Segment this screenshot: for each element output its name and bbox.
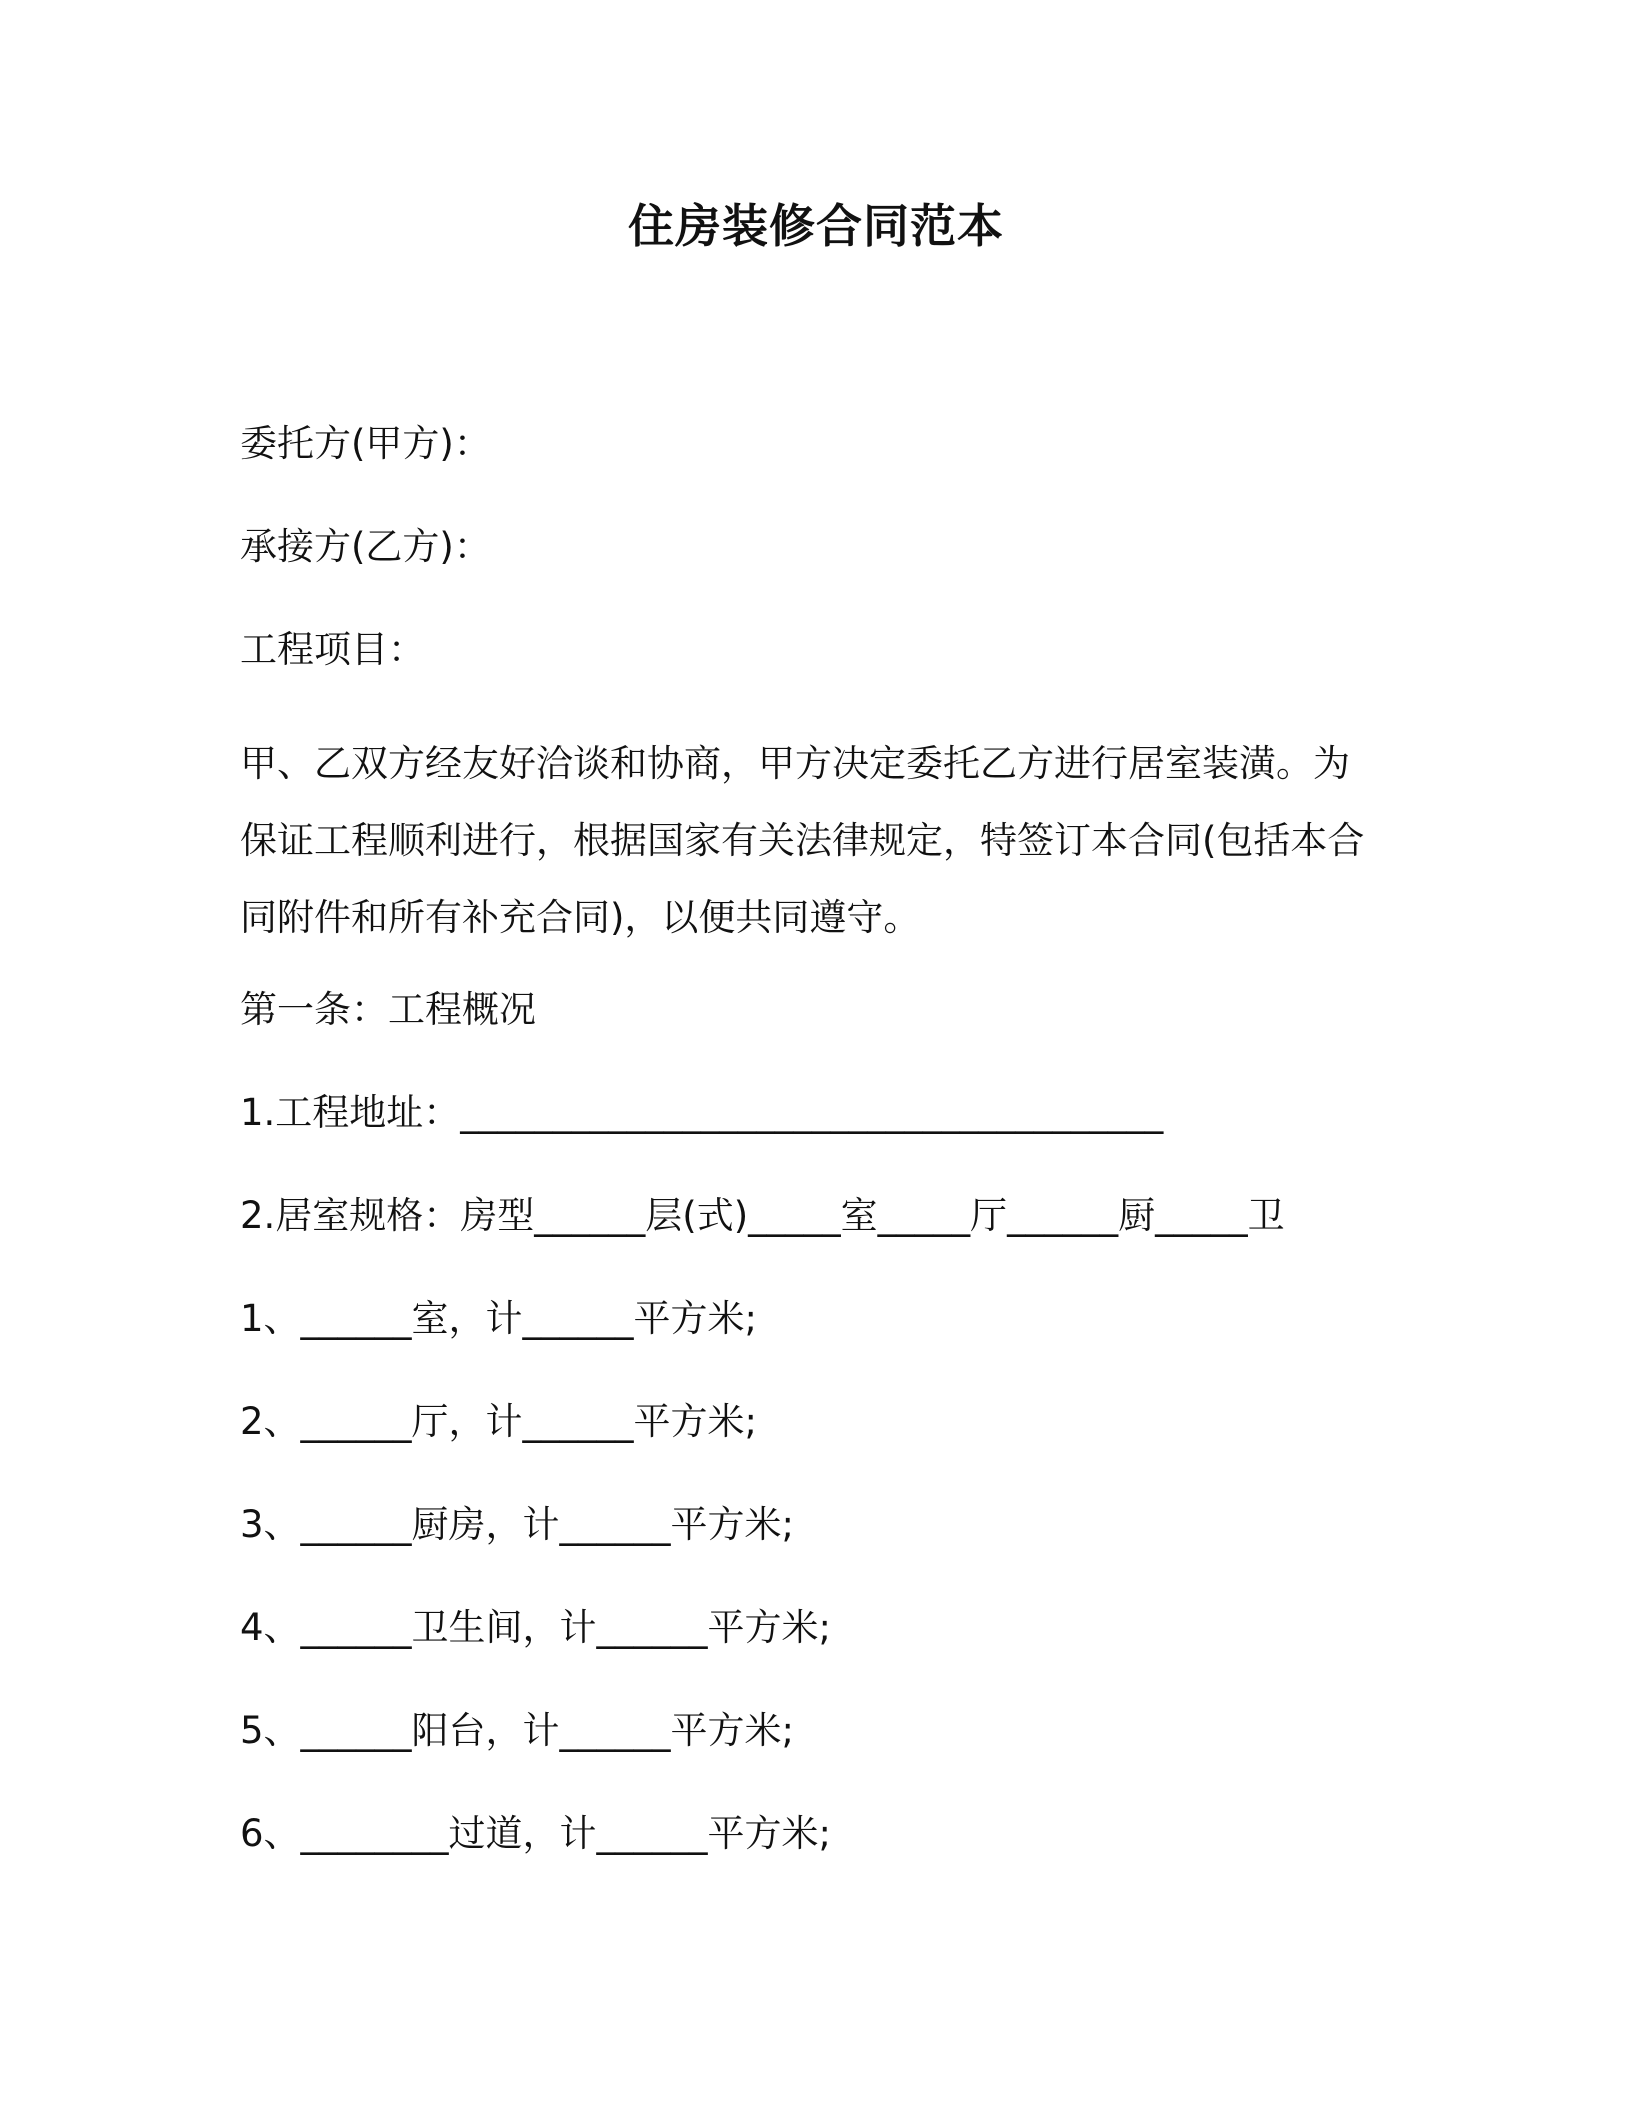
project-label: 工程项目： (240, 628, 425, 671)
address-line: 1.工程地址：______________________________________ (240, 1091, 1164, 1134)
list-item: 2、______厅，计______平方米; (240, 1400, 758, 1443)
room-spec-line: 2.居室规格：房型______层(式)_____室_____厅______厨_____卫 (240, 1194, 1285, 1237)
list-item: 6、________过道，计______平方米; (240, 1812, 832, 1855)
party-b-label: 承接方(乙方)： (240, 525, 491, 568)
intro-line: 同附件和所有补充合同)，以便共同遵守。 (240, 896, 921, 939)
intro-paragraph (240, 725, 1385, 956)
list-item: 3、______厨房，计______平方米; (240, 1503, 795, 1546)
document-title: 住房装修合同范本 (628, 199, 1004, 253)
list-item: 5、______阳台，计______平方米; (240, 1709, 795, 1752)
party-a-label: 委托方(甲方)： (240, 422, 491, 465)
intro-line: 保证工程顺利进行，根据国家有关法律规定，特签订本合同(包括本合 (240, 819, 1365, 862)
intro-line: 甲、乙双方经友好洽谈和协商，甲方决定委托乙方进行居室装潢。为 (240, 742, 1350, 785)
article-1-heading: 第一条：工程概况 (240, 988, 536, 1031)
list-item: 1、______室，计______平方米; (240, 1297, 758, 1340)
list-item: 4、______卫生间，计______平方米; (240, 1606, 832, 1649)
